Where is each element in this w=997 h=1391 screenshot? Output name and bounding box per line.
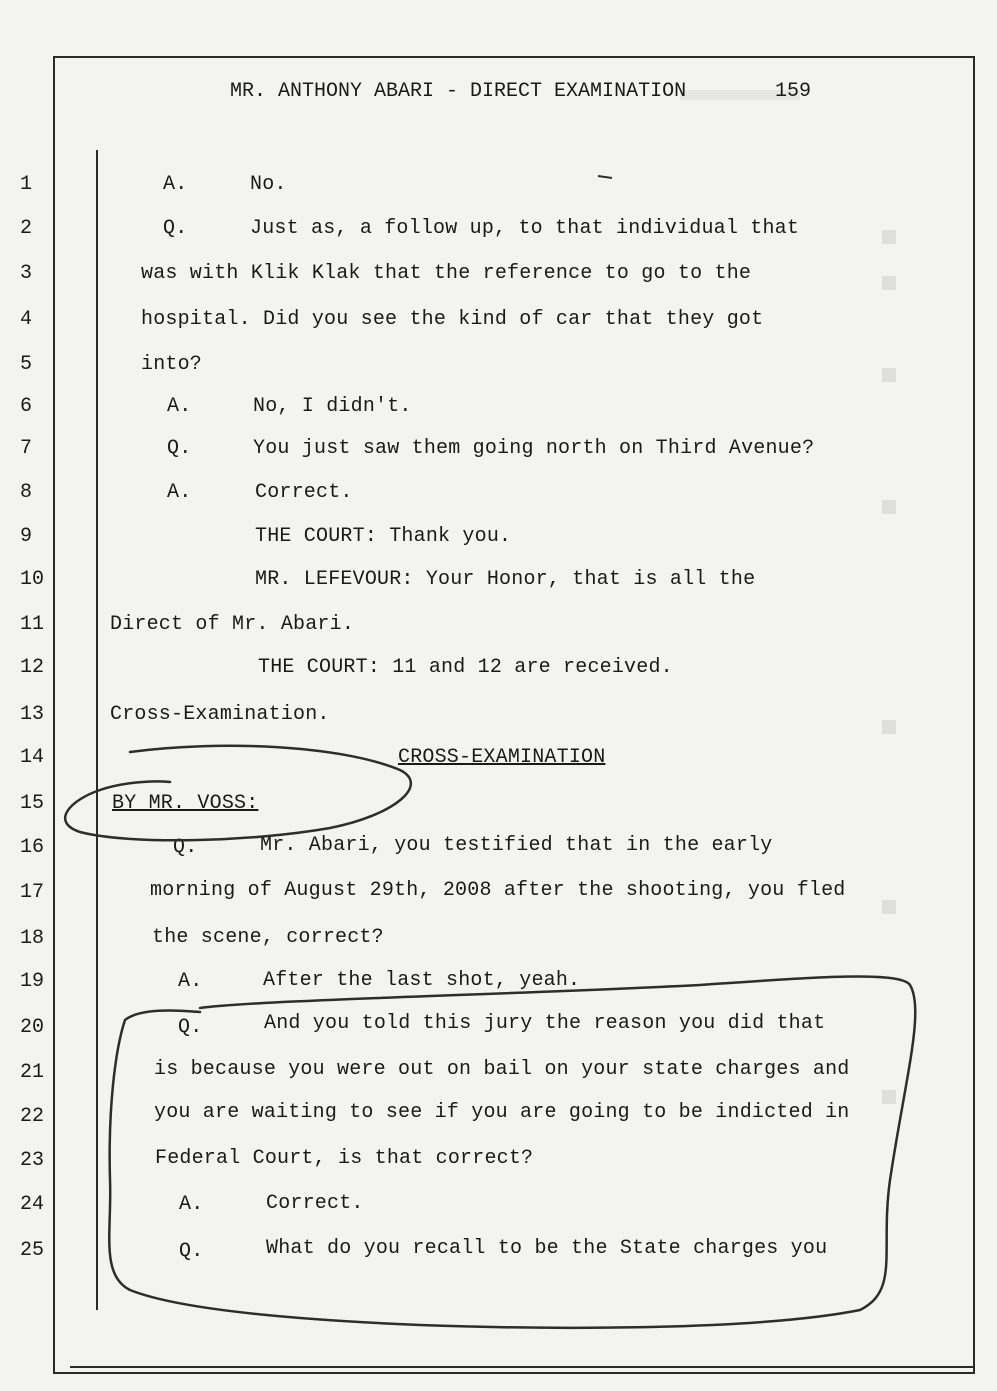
line-number: 14 <box>20 746 45 769</box>
section-heading: CROSS-EXAMINATION <box>398 746 606 769</box>
line-number: 10 <box>20 568 45 591</box>
line-text: you are waiting to see if you are going to be indicted in <box>154 1101 850 1124</box>
line-number: 15 <box>20 792 45 815</box>
line-number: 6 <box>20 395 33 418</box>
page-header-title: MR. ANTHONY ABARI - DIRECT EXAMINATION <box>230 80 687 103</box>
line-text: into? <box>141 353 203 376</box>
line-text: And you told this jury the reason you did that <box>264 1012 826 1035</box>
line-number: 25 <box>20 1239 45 1262</box>
examiner-heading: BY MR. VOSS: <box>112 792 259 815</box>
line-number: 13 <box>20 703 45 726</box>
line-text: Direct of Mr. Abari. <box>110 613 355 636</box>
line-number: 2 <box>20 217 33 240</box>
circle-mark-by-mr-voss <box>65 746 411 841</box>
line-number: 23 <box>20 1149 45 1172</box>
line-text: THE COURT: Thank you. <box>255 525 512 548</box>
line-number: 12 <box>20 656 45 679</box>
line-number: 24 <box>20 1193 45 1216</box>
line-text: hospital. Did you see the kind of car that they got <box>141 308 764 331</box>
speaker-label: Q. <box>173 836 198 859</box>
line-text: Cross-Examination. <box>110 703 330 726</box>
line-text: THE COURT: 11 and 12 are received. <box>258 656 673 679</box>
line-text: was with Klik Klak that the reference to go to the <box>141 262 752 285</box>
line-number: 19 <box>20 970 45 993</box>
line-number: 18 <box>20 927 45 950</box>
line-text: No, I didn't. <box>253 395 412 418</box>
line-number: 3 <box>20 262 33 285</box>
line-text: MR. LEFEVOUR: Your Honor, that is all the <box>255 568 756 591</box>
line-number: 9 <box>20 525 33 548</box>
line-text: After the last shot, yeah. <box>263 969 581 992</box>
speaker-label: A. <box>163 173 188 196</box>
line-text: the scene, correct? <box>152 926 384 949</box>
loop-mark-lines-20-25 <box>109 976 915 1327</box>
line-number: 16 <box>20 836 45 859</box>
line-text: Federal Court, is that correct? <box>155 1147 534 1170</box>
line-number: 5 <box>20 353 33 376</box>
line-number: 11 <box>20 613 45 636</box>
line-text: You just saw them going north on Third Avenue? <box>253 437 815 460</box>
line-text: Mr. Abari, you testified that in the early <box>260 834 773 857</box>
speaker-label: Q. <box>163 217 188 240</box>
page-number: 159 <box>775 80 812 103</box>
line-text: Correct. <box>255 481 353 504</box>
line-text: Correct. <box>266 1192 364 1215</box>
speaker-label: A. <box>178 970 203 993</box>
line-number: 21 <box>20 1061 45 1084</box>
line-number: 8 <box>20 481 33 504</box>
pen-tick-mark <box>598 176 612 178</box>
line-text: Just as, a follow up, to that individual that <box>250 217 800 240</box>
line-text: morning of August 29th, 2008 after the shooting, you fled <box>150 879 846 902</box>
speaker-label: A. <box>167 395 192 418</box>
speaker-label: Q. <box>178 1016 203 1039</box>
speaker-label: A. <box>179 1193 204 1216</box>
line-number: 20 <box>20 1016 45 1039</box>
line-text: is because you were out on bail on your state charges and <box>154 1058 850 1081</box>
line-number: 7 <box>20 437 33 460</box>
line-number: 22 <box>20 1105 45 1128</box>
line-number: 1 <box>20 173 33 196</box>
line-text: What do you recall to be the State charges you <box>266 1237 828 1260</box>
line-text: No. <box>250 173 287 196</box>
speaker-label: A. <box>167 481 192 504</box>
line-number: 17 <box>20 881 45 904</box>
line-number: 4 <box>20 308 33 331</box>
speaker-label: Q. <box>179 1240 204 1263</box>
speaker-label: Q. <box>167 437 192 460</box>
